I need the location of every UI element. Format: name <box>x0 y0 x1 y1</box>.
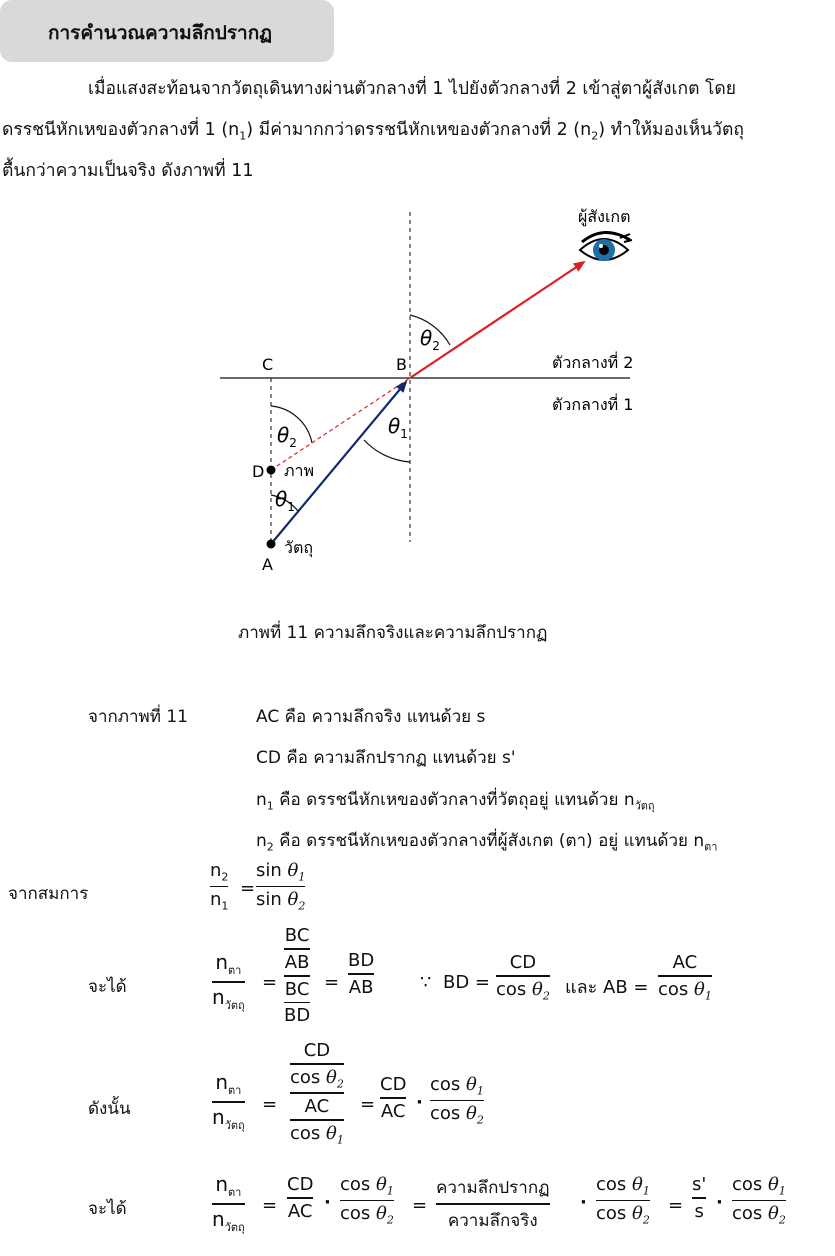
label-medium-2: ตัวกลางที่ 2 <box>552 353 634 372</box>
eye-icon <box>580 232 632 261</box>
label-observer: ผู้สังเกต <box>578 207 631 226</box>
figure-caption: ภาพที่ 11 ความลึกจริงและความลึกปรากฏ <box>238 623 548 643</box>
refraction-diagram <box>0 200 835 600</box>
equals-sign: = <box>240 878 256 899</box>
paragraph-line-3: ตื้นกว่าความเป็นจริง ดังภาพที่ 11 <box>2 161 254 181</box>
image-point-d <box>267 466 276 475</box>
label-object: วัตถุ <box>284 538 314 557</box>
label-medium-1: ตัวกลางที่ 1 <box>552 395 634 414</box>
label-from-equation: จากสมการ <box>8 884 89 904</box>
label-point-a: A <box>262 555 273 574</box>
paragraph-line-1: เมื่อแสงสะท้อนจากวัตถุเดินทางผ่านตัวกลางที่ 1 ไปยังตัวกลางที่ 2 เข้าสู่ตาผู้สังเกต โดย <box>88 79 737 99</box>
label-point-d: D <box>252 462 265 481</box>
equals-sign: = <box>262 972 278 993</box>
label-get-2: จะได้ <box>88 1199 127 1219</box>
label-point-b: B <box>396 355 407 374</box>
fraction-cd-cos2: CD $\cos \theta_2$ <box>496 952 550 1003</box>
equals-sign: = <box>412 1195 428 1216</box>
definitions-lead: จากภาพที่ 11 <box>88 707 188 727</box>
label-theta2-top: $\theta_2$ <box>420 326 440 353</box>
fraction-cd-ac-2: CD AC <box>287 1174 314 1222</box>
dot-operator: · <box>716 1192 723 1213</box>
fraction-compound-cd-ac: CD $\cos \theta_2$ AC $\cos \theta_1$ <box>290 1040 344 1147</box>
fraction-n-eye-obj-3: $n_{ตา}$ $n_{วัตถุ}$ <box>212 1172 245 1234</box>
fraction-cos1-cos2-1: $\cos \theta_1$ $\cos \theta_2$ <box>430 1074 484 1127</box>
definition-cd: CD คือ ความลึกปรากฏ แทนด้วย s' <box>256 748 516 768</box>
fraction-cos1-cos2-3: $\cos \theta_1$ $\cos \theta_2$ <box>596 1174 650 1227</box>
definition-n2: $n_2$ คือ ดรรชนีหักเหของตัวกลางที่ผู้สังเกต (ตา) อยู่ แทนด้วย $n_{ตา}$ <box>256 831 718 854</box>
equals-sign: = <box>262 1195 278 1216</box>
label-theta1-a: $\theta_1$ <box>275 487 295 514</box>
fraction-ac-cos1: AC $\cos \theta_1$ <box>658 952 712 1003</box>
definition-n1: $n_1$ คือ ดรรชนีหักเหของตัวกลางที่วัตถุอยู่ แทนด้วย $n_{วัตถุ}$ <box>256 790 655 813</box>
dot-operator: · <box>580 1192 587 1213</box>
dot-operator: · <box>324 1192 331 1213</box>
fraction-apparent-real: ความลึกปรากฏ ความลึกจริง <box>436 1178 550 1231</box>
label-therefore: ดังนั้น <box>88 1099 131 1119</box>
fraction-s-prime-s: s' s <box>692 1174 707 1222</box>
object-point-a <box>267 540 276 549</box>
fraction-bd-ab: BD AB <box>348 950 375 998</box>
because-symbol: ∵ <box>420 972 432 993</box>
fraction-cos1-cos2-4: $\cos \theta_1$ $\cos \theta_2$ <box>732 1174 786 1227</box>
fraction-cos1-cos2-2: $\cos \theta_1$ $\cos \theta_2$ <box>340 1174 394 1227</box>
fraction-n-eye-obj-2: $n_{ตา}$ $n_{วัตถุ}$ <box>212 1070 245 1132</box>
fraction-sin-ratio: $\sin \theta_1$ $\sin \theta_2$ <box>256 860 306 913</box>
bd-equals: BD = <box>443 972 491 993</box>
and-ab-equals: และ AB = <box>565 977 649 998</box>
label-image: ภาพ <box>284 461 315 480</box>
label-point-c: C <box>262 355 274 374</box>
fraction-compound-bc: BC AB BC BD <box>284 925 311 1027</box>
angle-arc-theta1-b <box>364 440 410 462</box>
definition-ac: AC คือ ความลึกจริง แทนด้วย s <box>256 707 486 727</box>
equals-sign: = <box>668 1195 684 1216</box>
fraction-n2-n1: $n_2$ $n_1$ <box>210 860 229 913</box>
equals-sign: = <box>262 1094 278 1115</box>
dot-operator: · <box>416 1092 423 1113</box>
section-title: การคำนวณความลึกปรากฏ <box>48 22 272 44</box>
paragraph-line-2: ดรรชนีหักเหของตัวกลางที่ 1 $(n_1)$ มีค่ามากกว่าดรรชนีหักเหของตัวกลางที่ 2 $(n_2)$ ทำให้มองเห็นวัตถุ <box>2 120 744 143</box>
fraction-cd-ac-1: CD AC <box>380 1074 407 1122</box>
equals-sign: = <box>324 972 340 993</box>
equals-sign: = <box>360 1094 376 1115</box>
label-theta2-d: $\theta_2$ <box>277 423 297 450</box>
fraction-n-eye-obj-1: $n_{ตา}$ $n_{วัตถุ}$ <box>212 950 245 1012</box>
label-get-1: จะได้ <box>88 977 127 997</box>
label-theta1-b: $\theta_1$ <box>388 414 408 441</box>
